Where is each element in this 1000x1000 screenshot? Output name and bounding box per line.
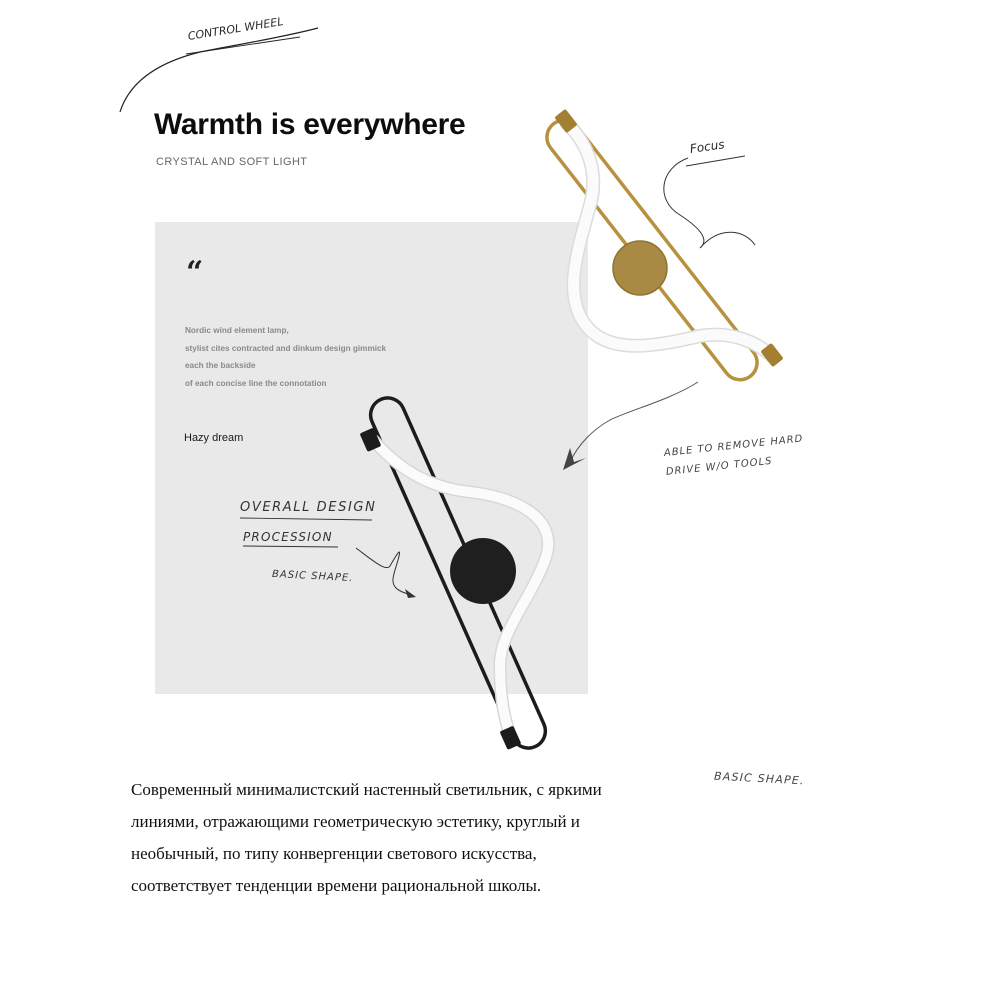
page-title: Warmth is everywhere: [154, 108, 466, 141]
note-focus: Focus: [689, 137, 726, 156]
focus-underline: [686, 156, 745, 166]
panel-description: [185, 322, 386, 392]
body-line: необычный, по типу конвергенции светового искусства,: [131, 844, 537, 863]
procession-underline: [243, 546, 338, 547]
description-line: stylist cites contracted and dinkum design gimmick: [185, 343, 387, 353]
note-line: DRIVE W/O TOOLS: [665, 455, 773, 478]
body-line: соответствует тенденции времени рациональной школы.: [131, 876, 542, 895]
quote-mark-icon: “: [186, 255, 204, 290]
page-subtitle: CRYSTAL AND SOFT LIGHT: [156, 156, 308, 168]
description-line: Nordic wind element lamp,: [185, 326, 289, 335]
overall-underline: [240, 518, 372, 520]
note-line: ABLE TO REMOVE HARD: [663, 433, 804, 460]
product-description: [131, 774, 731, 902]
gold-led-strip: [567, 124, 773, 357]
focus-scribble: [664, 158, 755, 248]
note-overall-design: OVERALL DESIGN: [240, 500, 377, 515]
body-line: линиями, отражающими геометрическую эстетику, круглый и: [131, 812, 580, 831]
black-lamp: [360, 393, 551, 754]
note-procession: PROCESSION: [243, 530, 333, 544]
pointer-arrow-head: [563, 448, 586, 470]
loop-arrow: [356, 548, 414, 596]
note-control-wheel: CONTROL WHEEL: [186, 15, 285, 43]
control-wheel-scribble: [120, 28, 318, 112]
description-line: each the backside: [185, 361, 256, 370]
loop-arrow-head: [405, 589, 416, 598]
black-disc: [450, 538, 516, 604]
gold-lamp: [540, 109, 784, 387]
note-basic-shape-2: BASIC SHAPE.: [713, 769, 806, 788]
panel-caption: Hazy dream: [184, 432, 244, 444]
description-line: of each concise line the connotation: [185, 378, 327, 388]
note-basic-shape: BASIC SHAPE.: [271, 568, 354, 585]
body-line: Современный минималистский настенный светильник, с яркими: [131, 780, 602, 799]
